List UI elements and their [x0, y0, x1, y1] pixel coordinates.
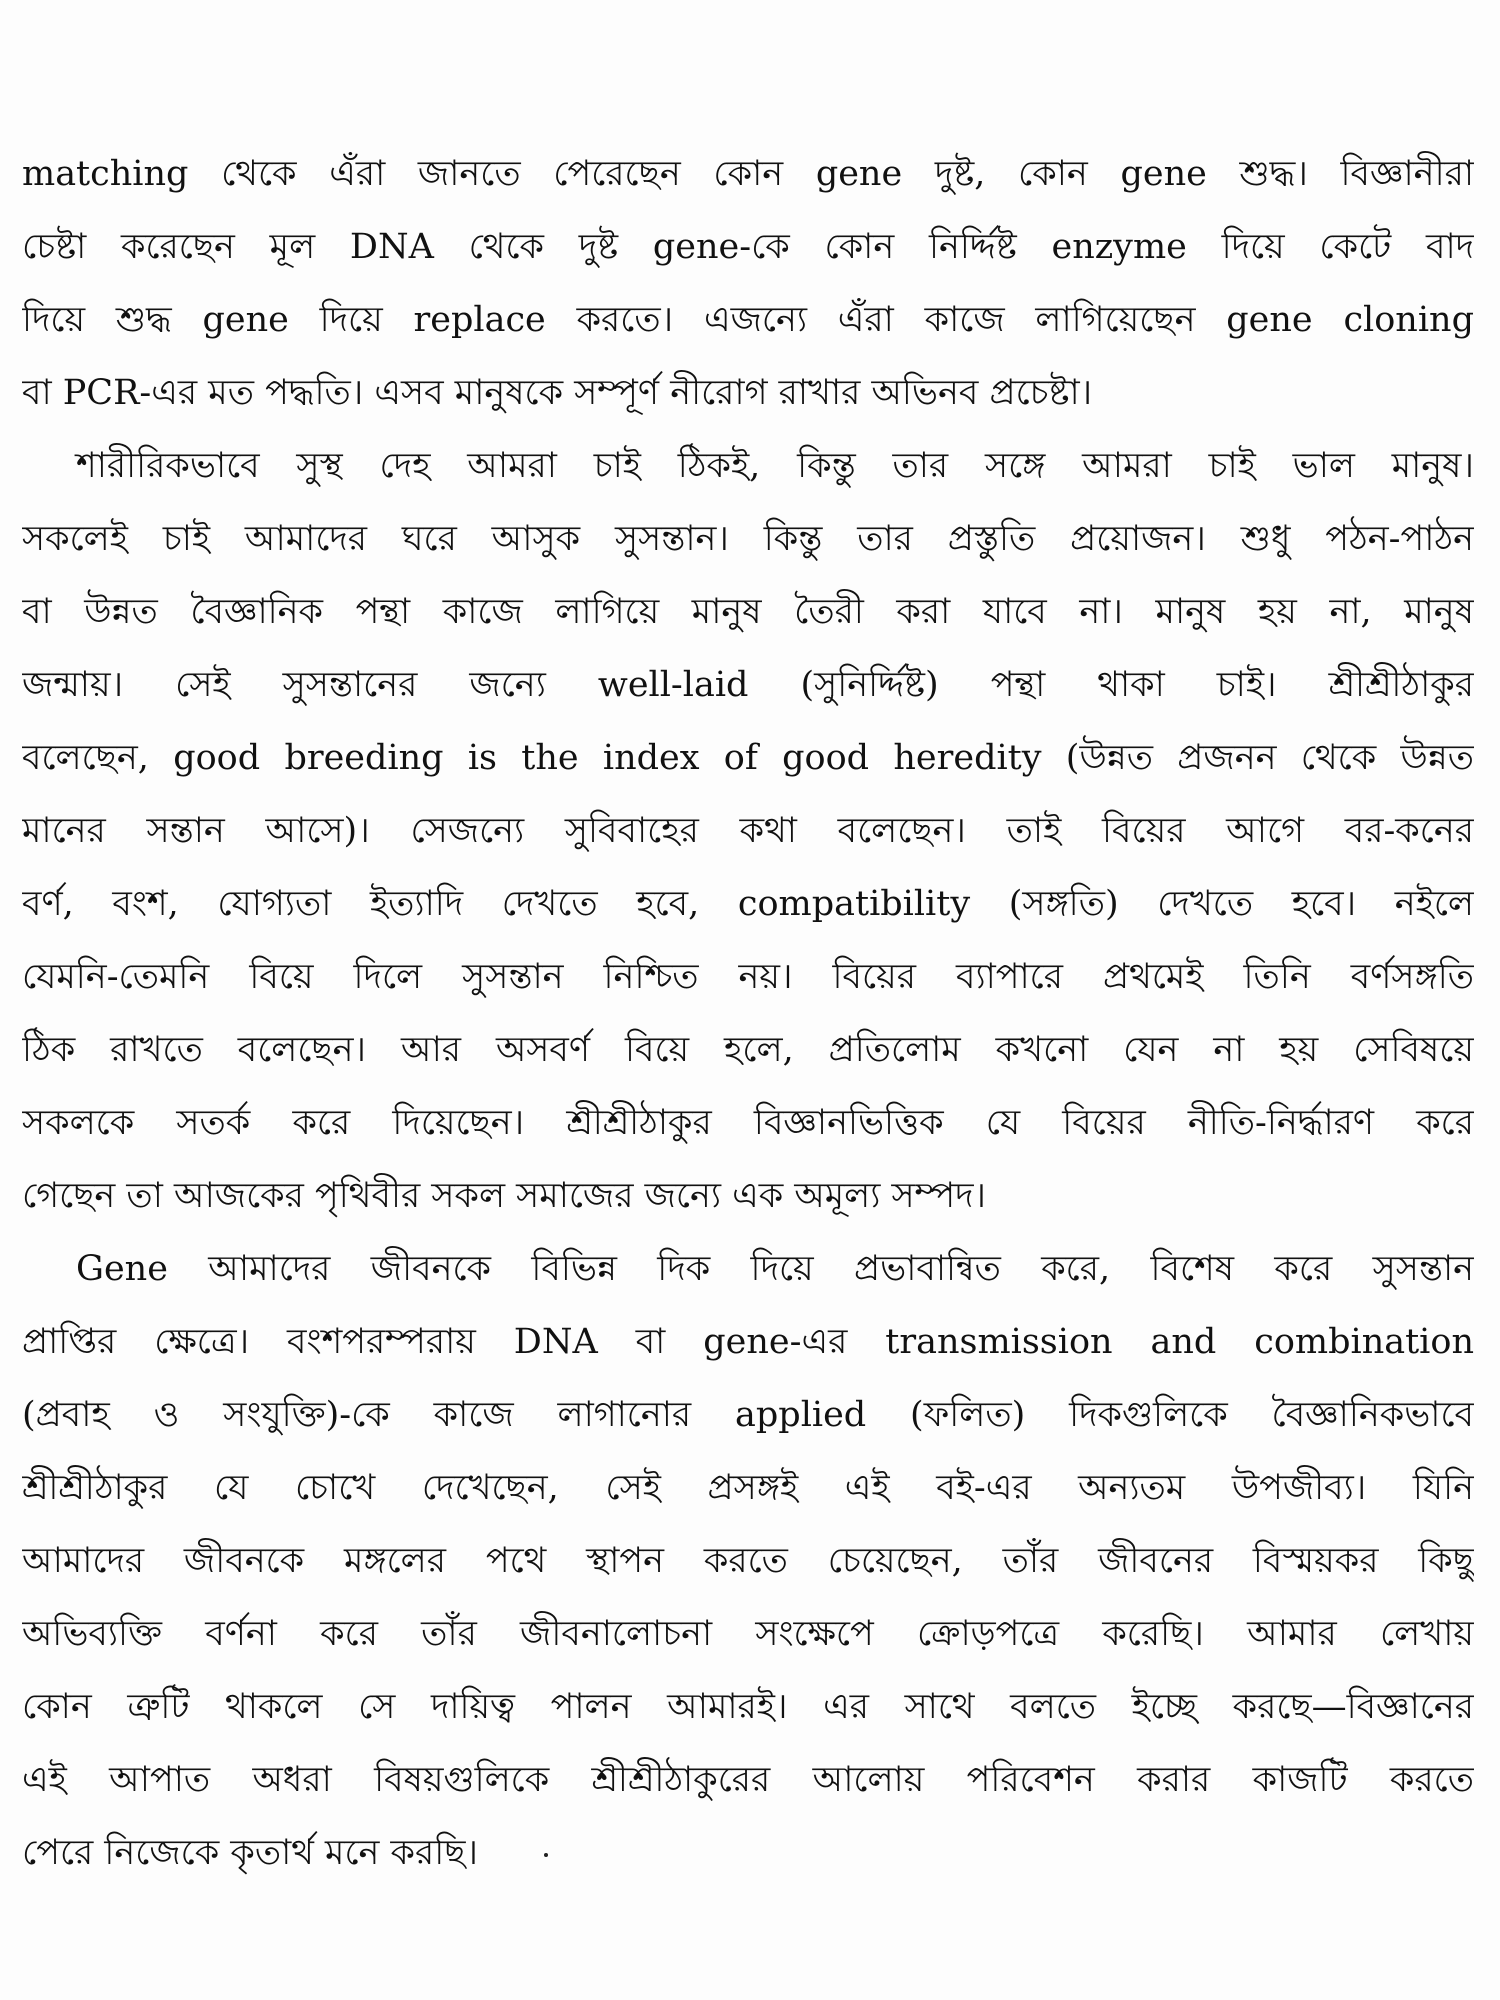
paragraph-3 [22, 1233, 1474, 1890]
text-line: দিয়ে শুদ্ধ gene দিয়ে replace করতে। এজন্যে এঁরা কাজে লাগিয়েছেন gene cloning [22, 300, 1474, 340]
text-line: প্রাপ্তির ক্ষেত্রে। বংশপরম্পরায় DNA বা gene-এর transmission and combination [22, 1322, 1474, 1362]
text-line: বর্ণ, বংশ, যোগ্যতা ইত্যাদি দেখতে হবে, compatibility (সঙ্গতি) দেখতে হবে। নইলে [22, 884, 1474, 924]
paragraph-2 [22, 430, 1474, 1233]
text-line: কোন ত্রুটি থাকলে সে দায়িত্ব পালন আমারই। এর সাথে বলতে ইচ্ছে করছে—বিজ্ঞানের [22, 1687, 1474, 1727]
text-line: শ্রীশ্রীঠাকুর যে চোখে দেখেছেন, সেই প্রসঙ্গই এই বই-এর অন্যতম উপজীব্য। যিনি [22, 1468, 1474, 1508]
text-line: (প্রবাহ ও সংযুক্তি)-কে কাজে লাগানোর applied (ফলিত) দিকগুলিকে বৈজ্ঞানিকভাবে [22, 1395, 1474, 1435]
text-line: শারীরিকভাবে সুস্থ দেহ আমরা চাই ঠিকই, কিন্তু তার সঙ্গে আমরা চাই ভাল মানুষ। [76, 446, 1474, 486]
text-line: জন্মায়। সেই সুসন্তানের জন্যে well-laid (সুনির্দ্দিষ্ট) পন্থা থাকা চাই। শ্রীশ্রীঠাকুর [22, 665, 1474, 705]
text-line: এই আপাত অধরা বিষয়গুলিকে শ্রীশ্রীঠাকুরের আলোয় পরিবেশন করার কাজটি করতে [22, 1760, 1474, 1800]
paragraph-1 [22, 138, 1474, 430]
text-line: যেমনি-তেমনি বিয়ে দিলে সুসন্তান নিশ্চিত নয়। বিয়ের ব্যাপারে প্রথমেই তিনি বর্ণসঙ্গতি [22, 957, 1474, 997]
text-line: বা উন্নত বৈজ্ঞানিক পন্থা কাজে লাগিয়ে মানুষ তৈরী করা যাবে না। মানুষ হয় না, মানুষ [22, 592, 1474, 632]
text-line: বলেছেন, good breeding is the index of good heredity (উন্নত প্রজনন থেকে উন্নত [22, 738, 1474, 778]
text-line: গেছেন তা আজকের পৃথিবীর সকল সমাজের জন্যে এক অমূল্য সম্পদ। [22, 1176, 987, 1216]
text-line: আমাদের জীবনকে মঙ্গলের পথে স্থাপন করতে চেয়েছেন, তাঁর জীবনের বিস্ময়কর কিছু [22, 1541, 1474, 1581]
text-line: অভিব্যক্তি বর্ণনা করে তাঁর জীবনালোচনা সংক্ষেপে ক্রোড়পত্রে করেছি। আমার লেখায় [22, 1614, 1474, 1654]
text-line: চেষ্টা করেছেন মূল DNA থেকে দুষ্ট gene-কে কোন নির্দ্দিষ্ট enzyme দিয়ে কেটে বাদ [22, 227, 1474, 267]
body-text [22, 138, 1474, 1890]
text-line: matching থেকে এঁরা জানতে পেরেছেন কোন gene দুষ্ট, কোন gene শুদ্ধ। বিজ্ঞানীরা [22, 154, 1474, 194]
text-line: মানের সন্তান আসে)। সেজন্যে সুবিবাহের কথা বলেছেন। তাই বিয়ের আগে বর-কনের [22, 811, 1474, 851]
text-line: সকলকে সতর্ক করে দিয়েছেন। শ্রীশ্রীঠাকুর বিজ্ঞানভিত্তিক যে বিয়ের নীতি-নির্দ্ধারণ করে [22, 1103, 1474, 1143]
text-line: বা PCR-এর মত পদ্ধতি। এসব মানুষকে সম্পূর্ণ নীরোগ রাখার অভিনব প্রচেষ্টা। [22, 373, 1093, 413]
ink-speck [544, 1853, 548, 1857]
text-line: পেরে নিজেকে কৃতার্থ মনে করছি। [22, 1833, 479, 1873]
text-line: ঠিক রাখতে বলেছেন। আর অসবর্ণ বিয়ে হলে, প্রতিলোম কখনো যেন না হয় সেবিষয়ে [22, 1030, 1474, 1070]
text-line: সকলেই চাই আমাদের ঘরে আসুক সুসন্তান। কিন্তু তার প্রস্তুতি প্রয়োজন। শুধু পঠন-পাঠন [22, 519, 1474, 559]
text-line: Gene আমাদের জীবনকে বিভিন্ন দিক দিয়ে প্রভাবান্বিত করে, বিশেষ করে সুসন্তান [76, 1249, 1474, 1289]
